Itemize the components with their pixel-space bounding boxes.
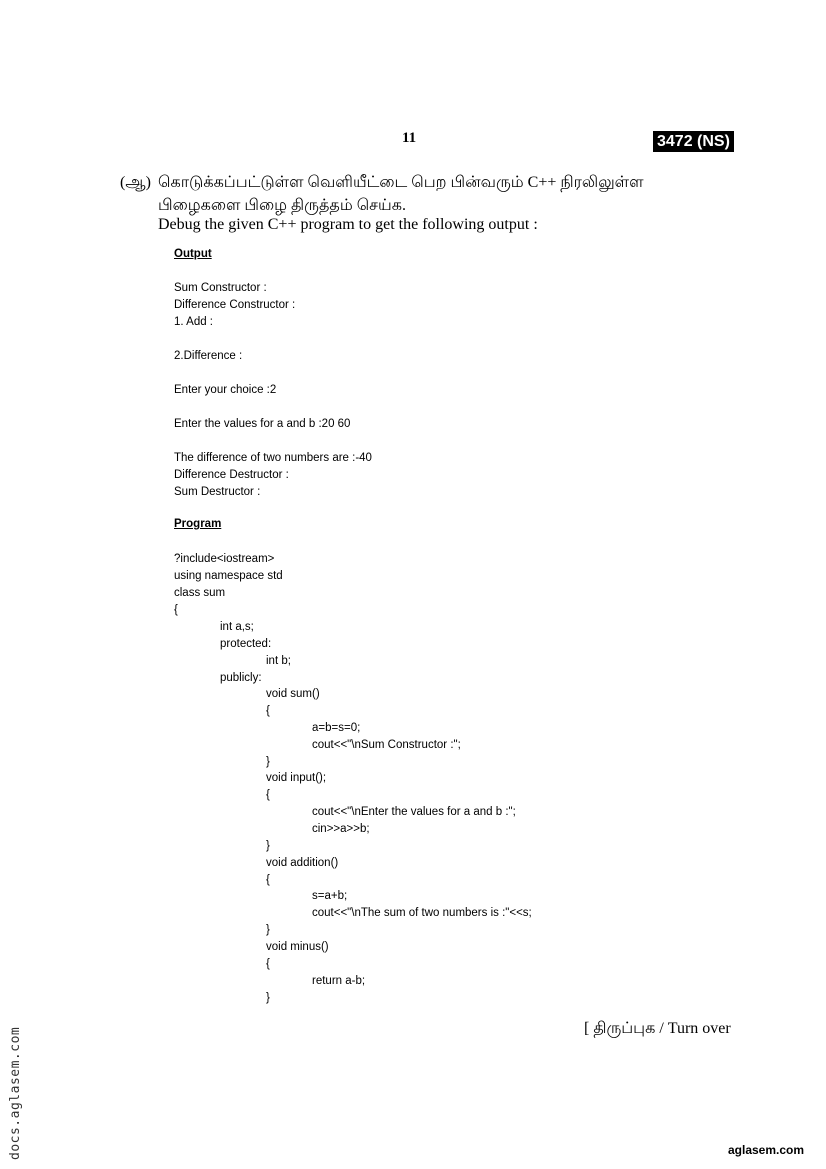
code-line: class sum xyxy=(174,587,226,599)
question-tamil-line1: கொடுக்கப்பட்டுள்ள வெளியீட்டை பெற பின்வரும் C++ நிரலிலுள்ள xyxy=(158,174,644,191)
page-number: 11 xyxy=(402,130,417,146)
code-line: s=a+b; xyxy=(312,890,348,902)
output-line: Difference Destructor : xyxy=(174,469,289,481)
code-line: publicly: xyxy=(220,672,262,684)
code-line: { xyxy=(266,958,270,970)
code-line: cin>>a>>b; xyxy=(312,823,370,835)
code-line: void input(); xyxy=(266,772,327,784)
output-line: 2.Difference : xyxy=(174,350,243,362)
code-line: } xyxy=(266,924,270,936)
paper-code-badge: 3472 (NS) xyxy=(653,131,734,152)
code-line: { xyxy=(266,789,270,801)
output-heading: Output xyxy=(174,248,212,260)
code-line: cout<<"\nEnter the values for a and b :"; xyxy=(312,806,516,818)
code-line: ?include<iostream> xyxy=(174,553,275,565)
question-english: Debug the given C++ program to get the following output : xyxy=(158,216,538,233)
code-line: void minus() xyxy=(266,941,329,953)
output-line: Sum Constructor : xyxy=(174,282,267,294)
code-line: { xyxy=(266,874,270,886)
output-line: 1. Add : xyxy=(174,316,214,328)
output-line: Enter the values for a and b :20 60 xyxy=(174,418,351,430)
output-line: The difference of two numbers are :-40 xyxy=(174,452,372,464)
side-watermark: docs.aglasem.com xyxy=(8,1026,23,1160)
code-line: } xyxy=(266,992,270,1004)
code-line: using namespace std xyxy=(174,570,283,582)
output-line: Sum Destructor : xyxy=(174,486,261,498)
code-line: protected: xyxy=(220,638,272,650)
code-line: int b; xyxy=(266,655,291,667)
output-line: Enter your choice :2 xyxy=(174,384,277,396)
code-line: { xyxy=(266,705,270,717)
code-line: void sum() xyxy=(266,688,320,700)
code-line: return a-b; xyxy=(312,975,366,987)
program-heading: Program xyxy=(174,518,222,530)
code-line: } xyxy=(266,840,270,852)
question-label: (ஆ) xyxy=(120,174,151,191)
turn-over-note: [ திருப்புக / Turn over xyxy=(584,1020,731,1037)
code-line: void addition() xyxy=(266,857,339,869)
output-line: Difference Constructor : xyxy=(174,299,296,311)
brand-footer: aglasem.com xyxy=(728,1143,805,1157)
code-line: } xyxy=(266,756,270,768)
code-line: int a,s; xyxy=(220,621,254,633)
code-line: cout<<"\nThe sum of two numbers is :"<<s; xyxy=(312,907,532,919)
code-line: a=b=s=0; xyxy=(312,722,361,734)
code-line: { xyxy=(174,604,178,616)
question-tamil-line2: பிழைகளை பிழை திருத்தம் செய்க. xyxy=(158,197,406,214)
code-line: cout<<"\nSum Constructor :"; xyxy=(312,739,461,751)
